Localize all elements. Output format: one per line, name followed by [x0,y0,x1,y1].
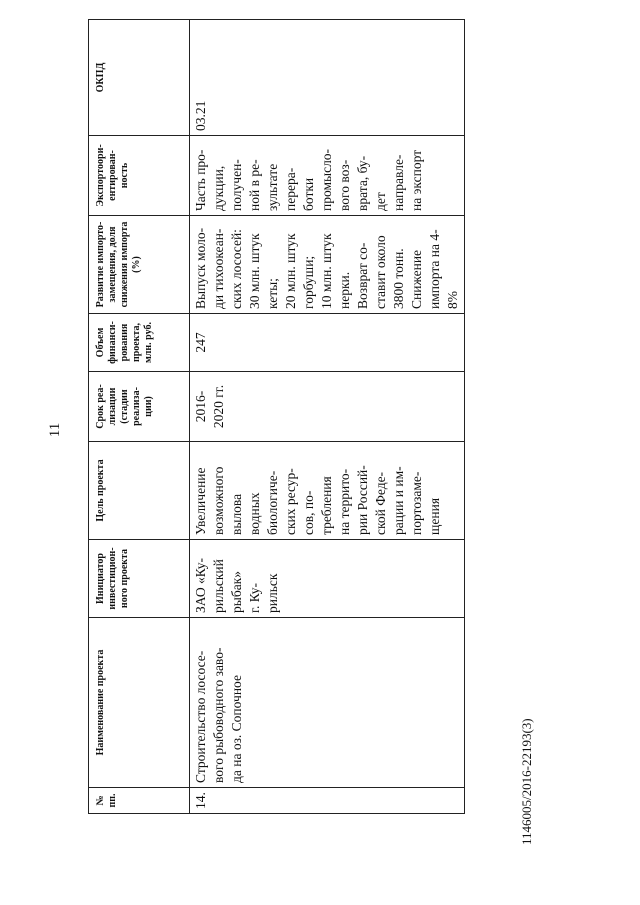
header-import: Развитие импорто- замещения, доля снижения импорта (%) [89,216,190,314]
cell-okpd: 03.21 [190,20,465,136]
cell-name: Строительство лососе- вого рыбоводного заво- да на оз. Сопочное [190,618,465,788]
header-initiator: Инициатор инвестицион- ного проекта [89,540,190,618]
page-number: 11 [47,422,63,438]
table-row [190,20,465,814]
project-table-rotated [88,20,460,814]
header-term: Срок реа- лизации (стадии реализа- ции) [89,372,190,442]
cell-goal: Увеличение возможного вылова водных биологиче- ских ресур- сов, по- требления на террито- рии Россий- ской Феде- рации и им- портозаме- щения [190,442,465,540]
header-okpd: ОКПД [89,20,190,136]
header-export: Экспортоори- ентирован- ность [89,136,190,216]
cell-export: Часть про- дукции, получен- ной в ре- зультате перера- ботки промысло- вого воз- врата, бу- дет направле- на экспорт [190,136,465,216]
cell-initiator: ЗАО «Ку- рильский рыбак» г. Ку- рильск [190,540,465,618]
project-table [88,19,465,814]
header-row [89,20,190,814]
document-code: 1146005/2016-22193(3) [519,718,534,845]
cell-term: 2016- 2020 гг. [190,372,465,442]
header-name: Наименование проекта [89,618,190,788]
cell-num: 14. [190,788,465,814]
cell-volume: 247 [190,314,465,372]
cell-import: Выпуск моло- ди тихоокеан- ских лососей: 30 млн. штук кеты; 20 млн. штук горбуши; 10 млн. штук нерки. Возврат со- ставит около 3800 тонн. Снижение импорта на 4- 8% [190,216,465,314]
header-goal: Цель проекта [89,442,190,540]
header-volume: Объем финанси- рования проекта, млн. руб. [89,314,190,372]
header-num: № пп. [89,788,190,814]
